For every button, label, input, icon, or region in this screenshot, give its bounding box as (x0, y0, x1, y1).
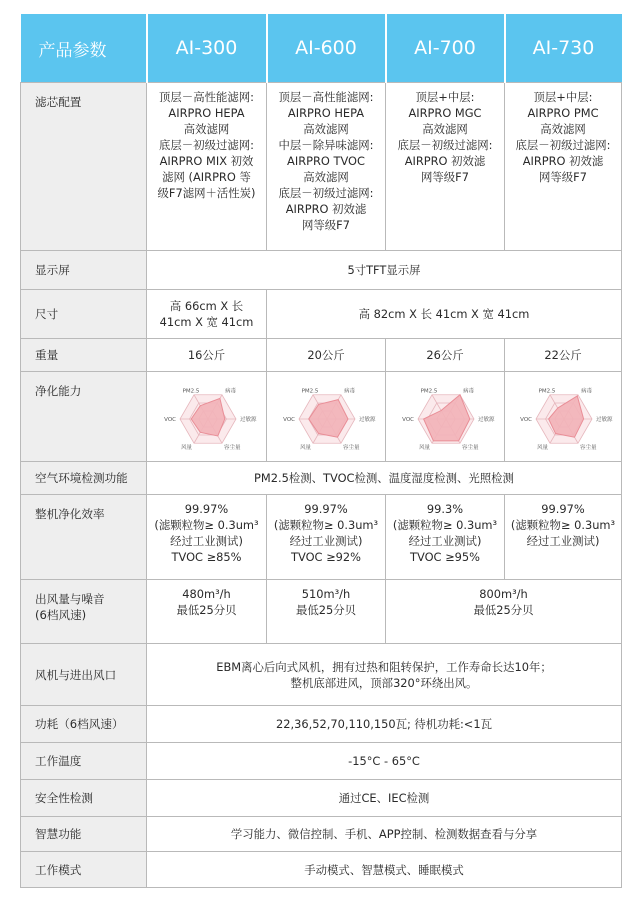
text-line: 99.97% (184, 502, 229, 516)
text-line: 高效滤网 (303, 122, 349, 136)
radar-axis-label: 容尘量 (462, 444, 479, 451)
radar-axis-label: 病毒 (581, 387, 593, 394)
radar-axis-label: 容尘量 (580, 444, 597, 451)
radar-axis-label: VOC (520, 416, 532, 423)
radar-svg (152, 377, 262, 457)
text-line: AIRPRO 初效滤 (522, 154, 604, 168)
text-line: 最低25分贝 (473, 603, 534, 617)
efficiency-ai-300 (147, 495, 267, 580)
spec-table-frame (20, 14, 621, 888)
text-line: 顶层－高性能滤网: (278, 90, 374, 104)
label-smart: 智慧功能 (21, 817, 147, 852)
label-filter: 滤芯配置 (21, 83, 147, 251)
radar-axis-label: PM2.5 (182, 387, 199, 394)
size-ai-300 (147, 290, 267, 339)
label-power: 功耗（6档风速） (21, 706, 147, 743)
temp-value: -15°C - 65°C (147, 743, 622, 780)
text-line: 网等级F7 (539, 170, 587, 184)
text-line: TVOC ≥85% (171, 550, 242, 564)
label-display: 显示屏 (21, 251, 147, 290)
text-line: 底层－初级过滤网: (397, 138, 493, 152)
display-value: 5寸TFT显示屏 (147, 251, 622, 290)
radar-axis-label: 风量 (536, 444, 548, 451)
row-display (21, 251, 622, 290)
text-line: TVOC ≥92% (291, 550, 361, 564)
text-line: 底层－初级过滤网: (159, 138, 254, 152)
filter-ai-300 (147, 83, 267, 251)
text-line: (滤颗粒物≥ 0.3um³ (154, 518, 259, 532)
row-filter (21, 83, 622, 251)
label-temp: 工作温度 (21, 743, 147, 780)
radar-axis-label: PM2.5 (420, 387, 438, 394)
model-ai-730: AI-730 (505, 14, 622, 83)
filter-ai-600 (267, 83, 386, 251)
text-line: 顶层+中层: (415, 90, 475, 104)
label-safety: 安全性检测 (21, 780, 147, 817)
text-line: 整机底部进风，顶部320°环绕出风。 (290, 675, 478, 690)
env-value: PM2.5检测、TVOC检测、温度湿度检测、光照检测 (147, 462, 622, 495)
header-label: 产品参数 (21, 14, 147, 83)
radar-ai-600 (267, 376, 385, 458)
weight-ai-600: 20公斤 (267, 339, 386, 372)
text-line: 高效滤网 (183, 122, 230, 136)
row-weight (21, 339, 622, 372)
text-line: AIRPRO MGC (408, 106, 482, 120)
text-line: 99.97% (304, 502, 348, 516)
radar-axis-label: PM2.5 (538, 387, 556, 394)
row-efficiency (21, 495, 622, 580)
text-line: AIRPRO HEPA (168, 106, 245, 120)
text-line: AIRPRO TVOC (287, 154, 365, 168)
row-smart (21, 817, 622, 852)
airflow-ai-600 (267, 580, 386, 644)
text-line: 级F7滤网＋活性炭) (157, 186, 256, 200)
radar-axis-label: 过敏源 (359, 416, 376, 423)
text-line: 高 66cm X 长 (169, 299, 244, 313)
text-line: EBM离心后向式风机，拥有过热和阻转保护，工作寿命长达10年； (216, 659, 552, 674)
mode-value: 手动模式、智慧模式、睡眠模式 (147, 852, 622, 888)
text-line: 高效滤网 (422, 122, 468, 136)
radar-axis-label: VOC (163, 416, 176, 423)
label-size: 尺寸 (21, 290, 147, 339)
radar-axis-label: 病毒 (344, 387, 356, 394)
radar-axis-label: 病毒 (224, 387, 236, 394)
text-line: 高效滤网 (303, 170, 349, 184)
text-line: AIRPRO PMC (527, 106, 599, 120)
model-ai-700: AI-700 (386, 14, 505, 83)
text-line: 99.97% (541, 502, 585, 516)
label-mode: 工作模式 (21, 852, 147, 888)
label-env: 空气环境检测功能 (21, 462, 147, 495)
efficiency-ai-730 (505, 495, 622, 580)
radar-ai-730 (505, 376, 621, 458)
text-line: 出风量与噪音 (35, 592, 105, 606)
text-line: 网等级F7 (421, 170, 469, 184)
size-others: 高 82cm X 长 41cm X 宽 41cm (267, 290, 622, 339)
label-efficiency: 整机净化效率 (21, 495, 147, 580)
text-line: AIRPRO 初效滤 (404, 154, 486, 168)
weight-ai-730: 22公斤 (505, 339, 622, 372)
text-line: (滤颗粒物≥ 0.3um³ (392, 518, 498, 532)
radar-svg (508, 377, 618, 457)
radar-svg (271, 377, 381, 457)
text-line: (滤颗粒物≥ 0.3um³ (510, 518, 616, 532)
radar-axis-label: 过敏源 (596, 416, 613, 423)
text-line: 经过工业测试) (170, 534, 243, 548)
filter-ai-700 (386, 83, 505, 251)
model-ai-600: AI-600 (267, 14, 386, 83)
text-line: (6档风速) (35, 608, 87, 622)
filter-ai-730 (505, 83, 622, 251)
radar-svg (390, 377, 500, 457)
text-line: AIRPRO MIX 初效 (159, 154, 254, 168)
row-power (21, 706, 622, 743)
label-fan: 风机与进出风口 (21, 644, 147, 706)
text-line: 中层－除异味滤网: (278, 138, 374, 152)
text-line: 滤网 (AIRPRO 等 (162, 170, 251, 184)
radar-axis-label: 风量 (299, 444, 311, 451)
text-line: 网等级F7 (302, 218, 350, 232)
fan-value (147, 644, 622, 706)
model-ai-300: AI-300 (147, 14, 267, 83)
radar-axis-label: VOC (402, 416, 414, 423)
text-line: 最低25分贝 (295, 603, 357, 617)
text-line: 经过工业测试) (526, 534, 600, 548)
row-mode (21, 852, 622, 888)
radar-axis-label: 过敏源 (239, 416, 257, 423)
power-value: 22,36,52,70,110,150瓦; 待机功耗:<1瓦 (147, 706, 622, 743)
header-row (21, 14, 622, 83)
text-line: 高效滤网 (540, 122, 586, 136)
text-line: 99.3% (426, 502, 464, 516)
airflow-ai-300 (147, 580, 267, 644)
safety-value: 通过CE、IEC检测 (147, 780, 622, 817)
row-safety (21, 780, 622, 817)
row-airflow (21, 580, 622, 644)
radar-axis-label: PM2.5 (301, 387, 319, 394)
airflow-ai-700-730 (386, 580, 622, 644)
radar-axis-label: 风量 (180, 444, 192, 451)
radar-ai-700 (386, 376, 504, 458)
text-line: 41cm X 宽 41cm (159, 315, 254, 329)
text-line: (滤颗粒物≥ 0.3um³ (273, 518, 379, 532)
radar-axis-label: 病毒 (463, 387, 475, 394)
text-line: 顶层－高性能滤网: (159, 90, 254, 104)
label-capability: 净化能力 (21, 372, 147, 462)
label-weight: 重量 (21, 339, 147, 372)
weight-ai-700: 26公斤 (386, 339, 505, 372)
text-line: AIRPRO 初效滤 (285, 202, 367, 216)
label-airflow (21, 580, 147, 644)
text-line: 最低25分贝 (176, 603, 237, 617)
text-line: 底层－初级过滤网: (278, 186, 374, 200)
text-line: 顶层+中层: (533, 90, 593, 104)
spec-table (20, 14, 622, 888)
text-line: 480m³/h (182, 587, 231, 601)
radar-ai-300 (147, 376, 266, 458)
radar-axis-label: 过敏源 (478, 416, 495, 423)
efficiency-ai-600 (267, 495, 386, 580)
text-line: 800m³/h (479, 587, 528, 601)
radar-axis-label: VOC (283, 416, 295, 423)
text-line: AIRPRO HEPA (287, 106, 365, 120)
text-line: TVOC ≥95% (410, 550, 480, 564)
text-line: 经过工业测试) (289, 534, 363, 548)
radar-axis-label: 风量 (418, 444, 430, 451)
weight-ai-300: 16公斤 (147, 339, 267, 372)
row-env (21, 462, 622, 495)
efficiency-ai-700 (386, 495, 505, 580)
text-line: 经过工业测试) (408, 534, 482, 548)
text-line: 底层－初级过滤网: (515, 138, 611, 152)
radar-axis-label: 容尘量 (223, 444, 241, 451)
smart-value: 学习能力、微信控制、手机、APP控制、检测数据查看与分享 (147, 817, 622, 852)
row-temp (21, 743, 622, 780)
row-fan (21, 644, 622, 706)
row-size (21, 290, 622, 339)
radar-axis-label: 容尘量 (343, 444, 360, 451)
row-capability (21, 372, 622, 462)
text-line: 510m³/h (301, 587, 351, 601)
